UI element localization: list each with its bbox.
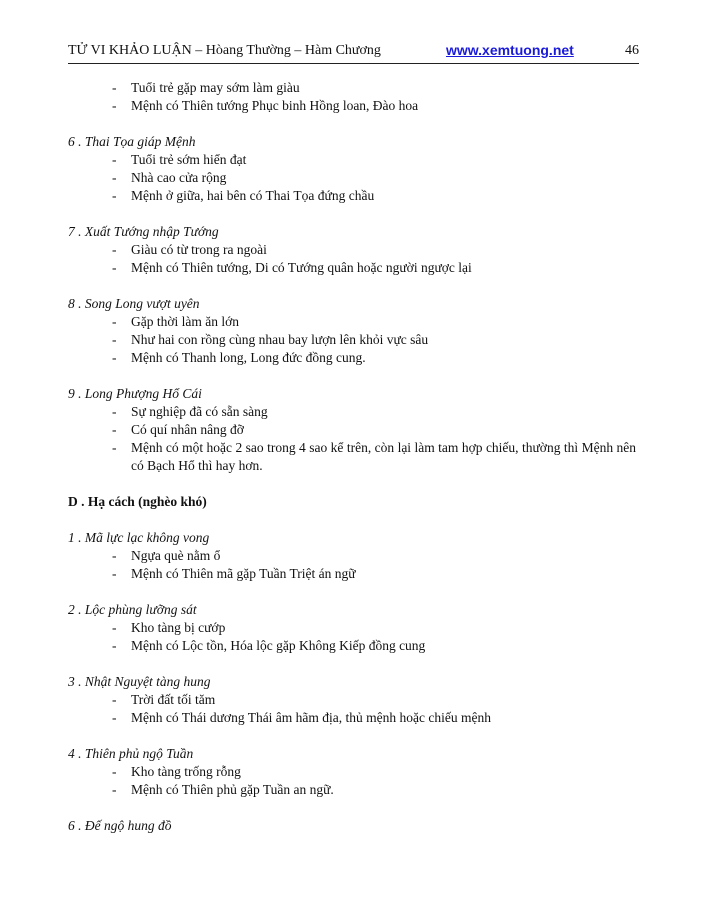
section-heading: 7 . Xuất Tướng nhập Tướng [68, 224, 219, 239]
bullet-dash: - [112, 98, 117, 113]
list-item: - Mệnh có Thiên tướng Phục binh Hồng loan, Đào hoa [112, 98, 419, 113]
header-site-link[interactable]: www.xemtuong.net [446, 42, 574, 58]
bullet-dash: - [112, 260, 117, 275]
section-7-xuat-tuong [68, 223, 636, 277]
bullet-dash: - [112, 638, 117, 653]
bullet-dash: - [112, 440, 117, 455]
section-heading: 4 . Thiên phủ ngộ Tuần [68, 746, 194, 761]
list-item: - Trời đất tối tăm [112, 692, 216, 707]
list-item: - Như hai con rồng cùng nhau bay lượn lên khỏi vực sâu [112, 332, 429, 347]
list-item: - Mệnh có Thiên tướng, Di có Tướng quân hoặc người ngược lại [112, 260, 472, 275]
list-item: - Sự nghiệp đã có sẵn sàng [112, 404, 268, 419]
list-item: - Mệnh có Thiên mã gặp Tuần Triệt án ngữ [112, 566, 356, 581]
bullet-dash: - [112, 548, 117, 563]
header-title: TỬ VI KHẢO LUẬN – Hòang Thường – Hàm Chương [68, 43, 381, 58]
bullet-dash: - [112, 782, 117, 797]
page-number: 46 [625, 43, 639, 58]
bullet-dash: - [112, 332, 117, 347]
list-item: - Nhà cao cửa rộng [112, 170, 227, 185]
list-item: - Mệnh ở giữa, hai bên có Thai Tọa đứng chầu [112, 188, 375, 203]
section-heading: 2 . Lộc phùng lưỡng sát [68, 602, 197, 617]
list-item: - Tuổi trẻ gặp may sớm làm giàu [112, 80, 300, 95]
list-item: - Mệnh có một hoặc 2 sao trong 4 sao kể trên, còn lại làm tam hợp chiếu, thường thì Mệnh nên có Bạch Hổ thì hay hơn. [112, 440, 636, 473]
section-heading: 1 . Mã lực lạc không vong [68, 530, 210, 545]
section-3-nhat-nguyet [68, 673, 636, 727]
list-item: - Mệnh có Thiên phủ gặp Tuần an ngữ. [112, 782, 334, 797]
list-item: - Ngựa què nằm ổ [112, 548, 221, 563]
section-1-ma-luc [68, 529, 636, 583]
bullet-dash: - [112, 242, 117, 257]
list-item: - Tuổi trẻ sớm hiển đạt [112, 152, 247, 167]
bullet-dash: - [112, 566, 117, 581]
bullet-dash: - [112, 350, 117, 365]
bullet-dash: - [112, 710, 117, 725]
list-item: - Mệnh có Thanh long, Long đức đồng cung. [112, 350, 366, 365]
list-item: - Có quí nhân nâng đỡ [112, 422, 244, 437]
section-heading: 8 . Song Long vượt uyên [68, 296, 200, 311]
bullet-dash: - [112, 422, 117, 437]
bullet-dash: - [112, 152, 117, 167]
section-6-de-ngo [68, 817, 636, 835]
list-item: - Giàu có từ trong ra ngoài [112, 242, 267, 257]
intro-list [68, 79, 636, 115]
bullet-dash: - [112, 404, 117, 419]
bullet-dash: - [112, 620, 117, 635]
section-d-ha-cach [68, 493, 636, 511]
bullet-dash: - [112, 314, 117, 329]
page-header [68, 41, 639, 64]
bullet-dash: - [112, 80, 117, 95]
list-item: - Mệnh có Thái dương Thái âm hãm địa, thủ mệnh hoặc chiếu mệnh [112, 710, 491, 725]
section-9-long-phuong [68, 385, 636, 475]
list-item: - Kho tàng bị cướp [112, 620, 226, 635]
bullet-dash: - [112, 170, 117, 185]
section-heading: 9 . Long Phượng Hổ Cái [68, 386, 202, 401]
list-item: - Kho tàng trống rỗng [112, 764, 241, 779]
list-item: - Mệnh có Lộc tồn, Hóa lộc gặp Không Kiếp đồng cung [112, 638, 426, 653]
section-6-thai-toa [68, 133, 636, 205]
document-body [68, 79, 636, 853]
bullet-dash: - [112, 692, 117, 707]
section-heading: 3 . Nhật Nguyệt tàng hung [68, 674, 211, 689]
bullet-dash: - [112, 764, 117, 779]
chapter-heading: D . Hạ cách (nghèo khó) [68, 494, 207, 509]
section-heading: 6 . Đế ngộ hung đồ [68, 818, 172, 833]
list-item: - Gặp thời làm ăn lớn [112, 314, 240, 329]
section-2-loc-phung [68, 601, 636, 655]
section-4-thien-phu [68, 745, 636, 799]
bullet-dash: - [112, 188, 117, 203]
section-heading: 6 . Thai Tọa giáp Mệnh [68, 134, 196, 149]
section-8-song-long [68, 295, 636, 367]
